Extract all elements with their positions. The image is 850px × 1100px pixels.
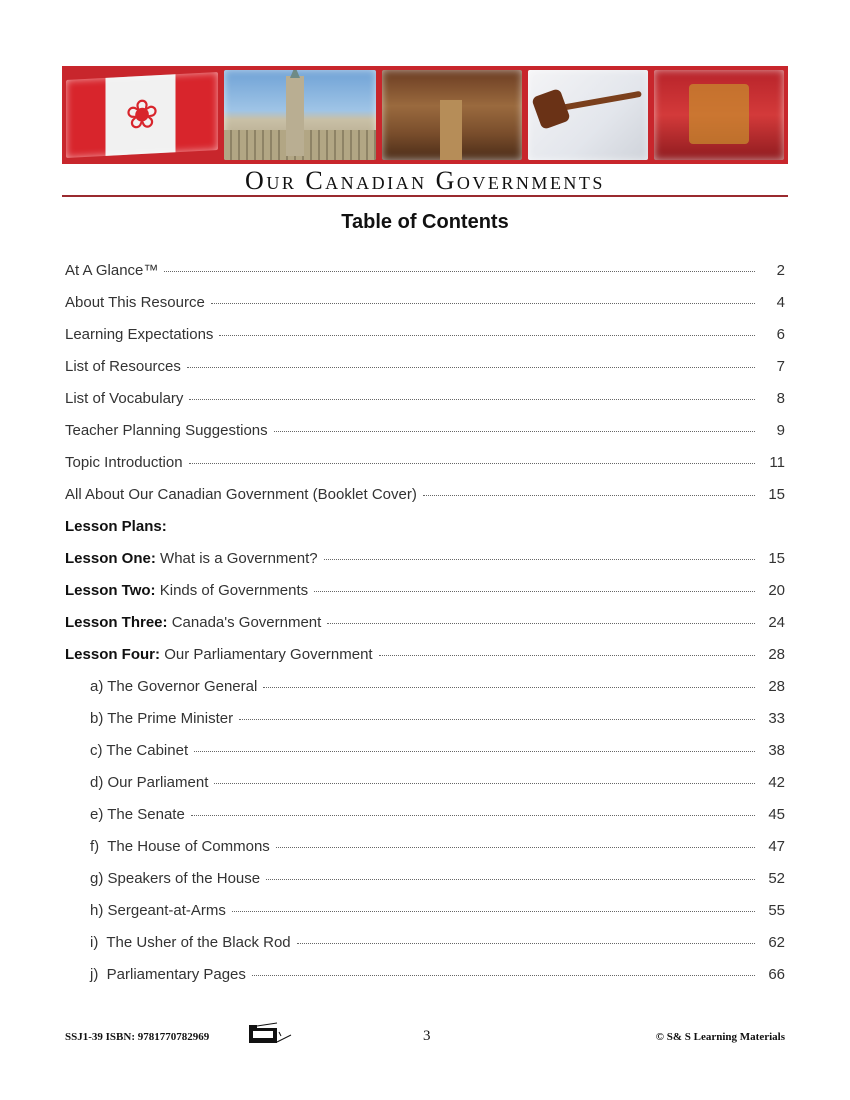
dot-leader <box>276 847 755 848</box>
dot-leader <box>252 975 755 976</box>
toc-lesson-entry[interactable]: Lesson Three: Canada's Government 24 <box>65 614 785 631</box>
toc-entry[interactable]: Learning Expectations 6 <box>65 326 785 343</box>
dot-leader <box>297 943 755 944</box>
toc-entry[interactable]: List of Resources 7 <box>65 358 785 375</box>
photocopier-icon <box>247 1022 293 1044</box>
page-footer <box>65 1028 785 1048</box>
toc-subsection-entry[interactable]: d) Our Parliament 42 <box>90 774 785 791</box>
copyright-notice: © S& S Learning Materials <box>655 1031 785 1043</box>
toc-entry[interactable]: At A Glance™ 2 <box>65 262 785 279</box>
dot-leader <box>219 335 755 336</box>
dot-leader <box>189 399 755 400</box>
dot-leader <box>263 687 755 688</box>
dot-leader <box>314 591 755 592</box>
toc-subsection-entry[interactable]: f) The House of Commons 47 <box>90 838 785 855</box>
dot-leader <box>214 783 755 784</box>
title-divider <box>62 195 788 197</box>
dot-leader <box>189 463 755 464</box>
toc-subsection-entry[interactable]: e) The Senate 45 <box>90 806 785 823</box>
dot-leader <box>423 495 755 496</box>
product-code-isbn: SSJ1-39 ISBN: 9781770782969 <box>65 1031 210 1043</box>
section-heading-lesson-plans: Lesson Plans: <box>65 518 167 535</box>
toc-entry[interactable]: Topic Introduction 11 <box>65 454 785 471</box>
gavel-image <box>528 70 648 160</box>
dot-leader <box>194 751 755 752</box>
house-chamber-image <box>382 70 522 160</box>
toc-lesson-entry[interactable]: Lesson Two: Kinds of Governments 20 <box>65 582 785 599</box>
toc-subsection-entry[interactable]: c) The Cabinet 38 <box>90 742 785 759</box>
senate-chamber-image <box>654 70 784 160</box>
canadian-flag-image <box>66 72 218 158</box>
dot-leader <box>191 815 755 816</box>
toc-entry[interactable]: All About Our Canadian Government (Booklet Cover) 15 <box>65 486 785 503</box>
maple-leaf-icon: ❀ <box>125 92 159 138</box>
dot-leader <box>327 623 755 624</box>
dot-leader <box>232 911 755 912</box>
toc-entry[interactable]: Teacher Planning Suggestions 9 <box>65 422 785 439</box>
dot-leader <box>187 367 755 368</box>
page-title: Table of Contents <box>341 211 509 233</box>
toc-subsection-entry[interactable]: i) The Usher of the Black Rod 62 <box>90 934 785 951</box>
document-series-title: Our Canadian Governments <box>245 166 605 195</box>
table-of-contents <box>65 262 785 998</box>
toc-subsection-entry[interactable]: a) The Governor General 28 <box>90 678 785 695</box>
toc-subsection-entry[interactable]: h) Sergeant-at-Arms 55 <box>90 902 785 919</box>
page-number: 3 <box>423 1028 431 1044</box>
header-banner <box>62 66 788 164</box>
dot-leader <box>274 431 755 432</box>
dot-leader <box>211 303 755 304</box>
toc-lesson-entry[interactable]: Lesson One: What is a Government? 15 <box>65 550 785 567</box>
toc-subsection-entry[interactable]: g) Speakers of the House 52 <box>90 870 785 887</box>
toc-subsection-entry[interactable]: j) Parliamentary Pages 66 <box>90 966 785 983</box>
dot-leader <box>164 271 755 272</box>
toc-lesson-entry[interactable]: Lesson Four: Our Parliamentary Government 28 <box>65 646 785 663</box>
toc-subsection-entry[interactable]: b) The Prime Minister 33 <box>90 710 785 727</box>
dot-leader <box>266 879 755 880</box>
toc-entry[interactable]: About This Resource 4 <box>65 294 785 311</box>
parliament-building-image <box>224 70 376 160</box>
dot-leader <box>379 655 755 656</box>
dot-leader <box>324 559 755 560</box>
toc-entry[interactable]: List of Vocabulary 8 <box>65 390 785 407</box>
dot-leader <box>239 719 755 720</box>
